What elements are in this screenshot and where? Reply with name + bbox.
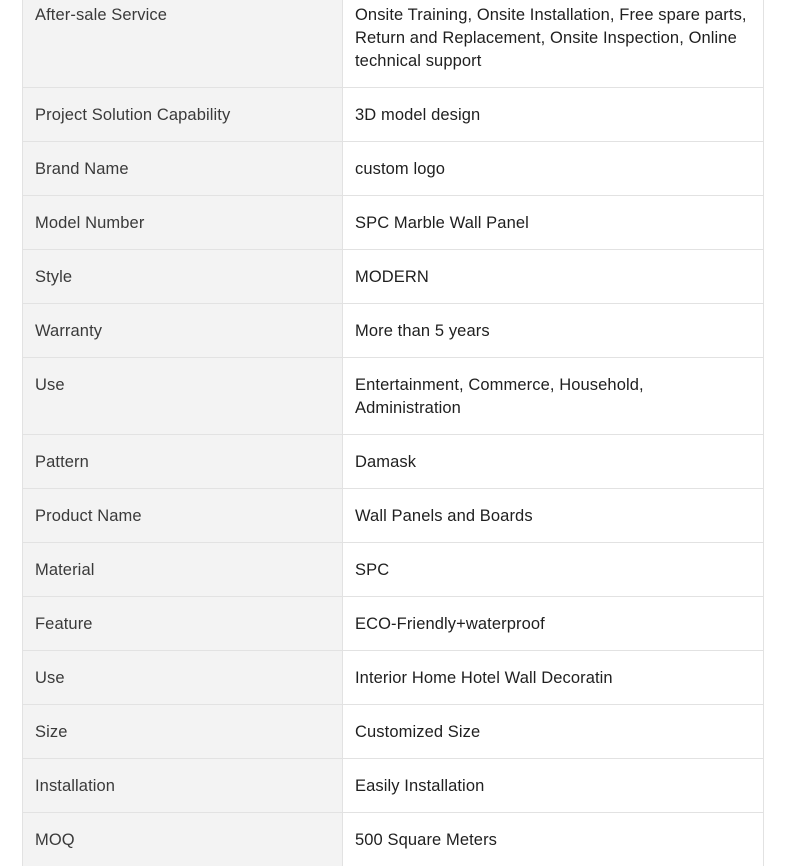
spec-value-cell: 500 Square Meters bbox=[343, 813, 764, 866]
spec-value-cell: SPC bbox=[343, 543, 764, 597]
table-row bbox=[23, 250, 764, 304]
table-row bbox=[23, 651, 764, 705]
spec-attribute-cell: Use bbox=[23, 651, 343, 705]
spec-attribute-cell: Pattern bbox=[23, 435, 343, 489]
product-specifications-table bbox=[22, 0, 764, 866]
spec-attribute-cell: Style bbox=[23, 250, 343, 304]
spec-attribute-cell: Brand Name bbox=[23, 142, 343, 196]
spec-attribute-cell: Warranty bbox=[23, 304, 343, 358]
spec-attribute-cell: Model Number bbox=[23, 196, 343, 250]
spec-value-cell: Wall Panels and Boards bbox=[343, 489, 764, 543]
table-row bbox=[23, 88, 764, 142]
spec-value-cell: 3D model design bbox=[343, 88, 764, 142]
spec-value-cell: MODERN bbox=[343, 250, 764, 304]
table-row bbox=[23, 304, 764, 358]
spec-attribute-cell: MOQ bbox=[23, 813, 343, 866]
table-row bbox=[23, 358, 764, 435]
spec-value-cell: Easily Installation bbox=[343, 759, 764, 813]
spec-value-cell: Onsite Training, Onsite Installation, Free spare parts, Return and Replacement, Onsite Inspection, Online technical support bbox=[343, 0, 764, 88]
table-row bbox=[23, 142, 764, 196]
spec-attribute-cell: Material bbox=[23, 543, 343, 597]
table-row bbox=[23, 196, 764, 250]
spec-attribute-cell: Installation bbox=[23, 759, 343, 813]
table-row bbox=[23, 435, 764, 489]
spec-value-cell: Customized Size bbox=[343, 705, 764, 759]
table-row bbox=[23, 705, 764, 759]
spec-value-cell: custom logo bbox=[343, 142, 764, 196]
spec-value-cell: More than 5 years bbox=[343, 304, 764, 358]
spec-attribute-cell: Size bbox=[23, 705, 343, 759]
spec-value-cell: ECO-Friendly+waterproof bbox=[343, 597, 764, 651]
spec-value-cell: Damask bbox=[343, 435, 764, 489]
spec-attribute-cell: Feature bbox=[23, 597, 343, 651]
table-row bbox=[23, 543, 764, 597]
spec-attribute-cell: Use bbox=[23, 358, 343, 435]
table-row bbox=[23, 0, 764, 88]
spec-attribute-cell: After-sale Service bbox=[23, 0, 343, 88]
spec-attribute-cell: Product Name bbox=[23, 489, 343, 543]
spec-value-cell: SPC Marble Wall Panel bbox=[343, 196, 764, 250]
spec-attribute-cell: Project Solution Capability bbox=[23, 88, 343, 142]
spec-value-cell: Entertainment, Commerce, Household, Administration bbox=[343, 358, 764, 435]
spec-value-cell: Interior Home Hotel Wall Decoratin bbox=[343, 651, 764, 705]
table-row bbox=[23, 759, 764, 813]
table-row bbox=[23, 597, 764, 651]
table-row bbox=[23, 489, 764, 543]
table-row bbox=[23, 813, 764, 866]
